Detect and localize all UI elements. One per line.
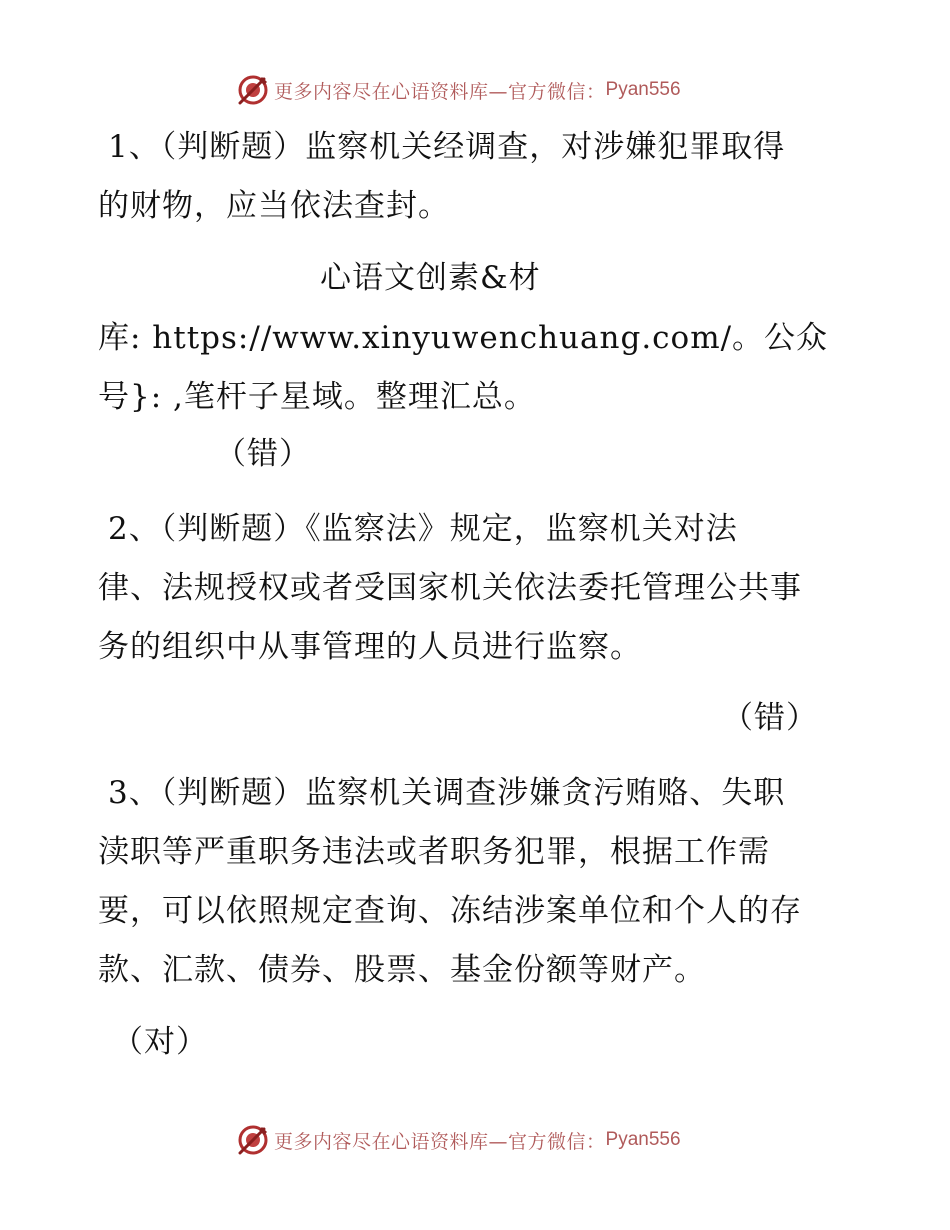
watermark-text: 更多内容尽在心语资料库—官方微信： [274,80,606,103]
ad-line-1: 心语文创素&材 [320,260,541,296]
ad-line-3: 号}: ,笔杆子星域。整理汇总。 [98,379,536,415]
watermark-wechat-id: Pyan556 [605,79,681,100]
question-1-answer: （错） [215,436,311,472]
question-3-line-4: 款、汇款、债券、股票、基金份额等财产。 [98,952,706,988]
question-3-line-1: 3、（判断题）监察机关调查涉嫌贪污贿赂、失职 [108,775,786,811]
watermark-text: 更多内容尽在心语资料库—官方微信： [274,1130,606,1153]
pen-logo-icon [236,1123,270,1157]
question-2-line-1: 2、（判断题）《监察法》规定，监察机关对法 [108,511,738,547]
question-2-line-3: 务的组织中从事管理的人员进行监察。 [98,629,642,665]
pen-logo-icon [236,73,270,107]
ad-line-2: 库: https://www.xinyuwenchuang.com/。公众 [98,320,829,356]
question-1-line-2: 的财物，应当依法查封。 [98,188,450,224]
question-3-line-3: 要，可以依照规定查询、冻结涉案单位和个人的存 [98,893,802,929]
question-3-answer: （对） [112,1024,208,1060]
question-2-answer: （错） [722,700,818,736]
header-watermark [236,73,681,107]
watermark-wechat-id: Pyan556 [605,1129,681,1150]
question-2-line-2: 律、法规授权或者受国家机关依法委托管理公共事 [98,570,802,606]
footer-watermark [236,1123,681,1157]
question-1-line-1: 1、（判断题）监察机关经调查，对涉嫌犯罪取得 [108,129,786,165]
question-3-line-2: 渎职等严重职务违法或者职务犯罪，根据工作需 [98,834,770,870]
